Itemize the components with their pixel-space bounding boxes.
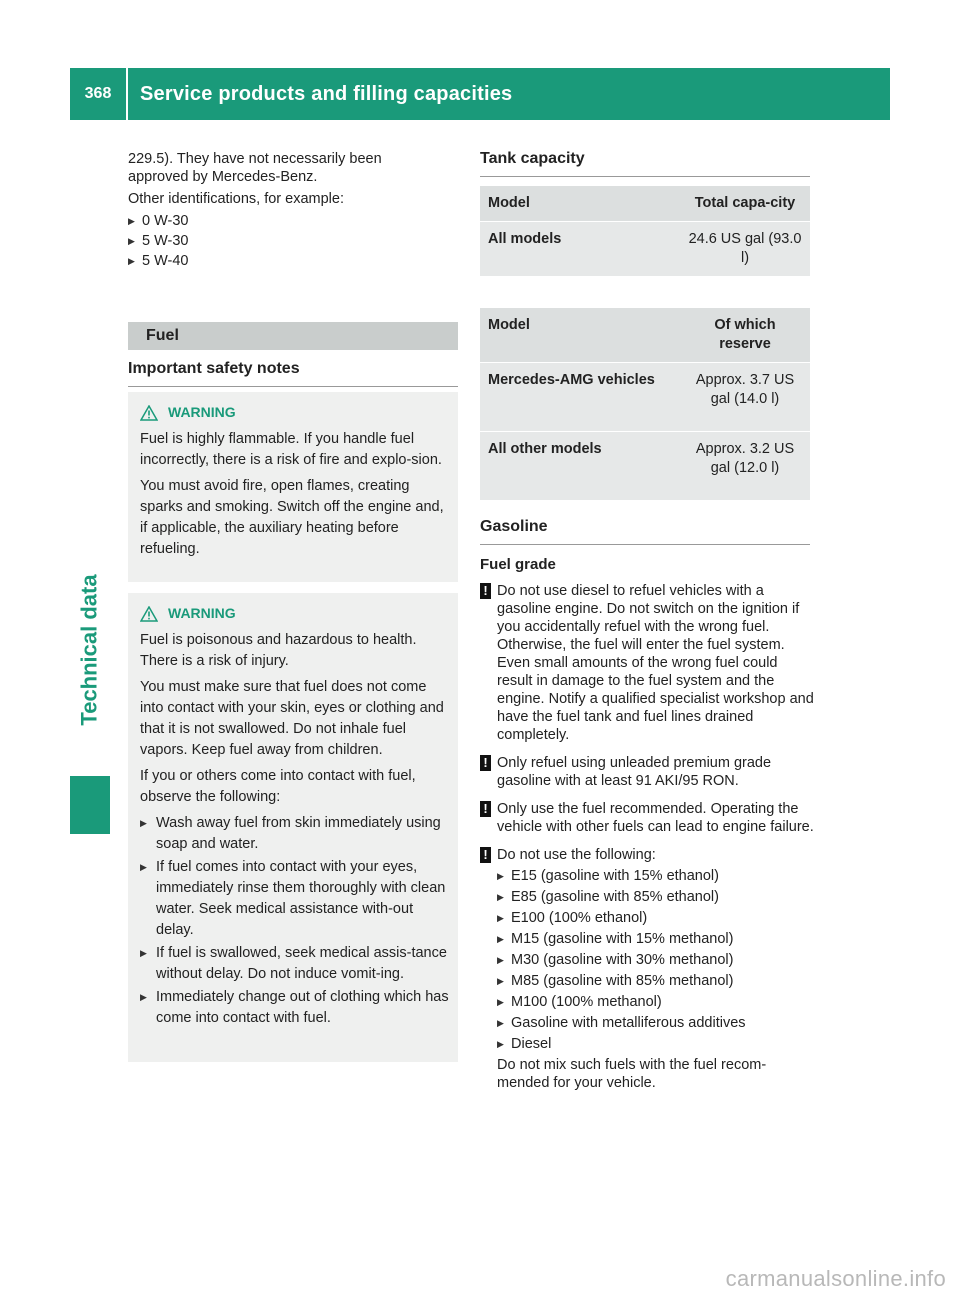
table-cell: Mercedes-AMG vehicles xyxy=(480,362,680,431)
note-item xyxy=(480,846,814,1092)
warning-text: Fuel is poisonous and hazardous to health. There is a risk of injury. xyxy=(140,632,417,669)
fuel-grade-heading: Fuel grade xyxy=(480,556,556,573)
table-header-row xyxy=(480,308,810,362)
safety-notes-heading: Important safety notes xyxy=(128,360,458,387)
warning-title: WARNING xyxy=(140,603,452,624)
list-item: ▶ 5 W-30 xyxy=(128,232,458,250)
note-item: ! Only refuel using unleaded premium grade gasoline with at least 91 AKI/95 RON. xyxy=(480,754,814,790)
exclamation-icon: ! xyxy=(480,847,491,863)
fuel-grade-notes xyxy=(480,582,814,1102)
warning-triangle-icon xyxy=(140,405,158,421)
list-item: ▶ 0 W-30 xyxy=(128,212,458,230)
table-header-cell: Model xyxy=(480,308,680,362)
list-item: ▶ Immediately change out of clothing which has come into contact with fuel. xyxy=(140,987,452,1029)
list-item: ▶ M30 (gasoline with 30% methanol) xyxy=(497,951,814,969)
table-row xyxy=(480,431,810,500)
reserve-capacity-table xyxy=(480,308,810,500)
table-cell: Approx. 3.7 US gal (14.0 l) xyxy=(680,362,810,431)
warning-text: Fuel is highly flammable. If you handle fuel incorrectly, there is a risk of fire and explo-sion. xyxy=(140,431,442,468)
page-header xyxy=(70,68,890,120)
exclamation-icon: ! xyxy=(480,801,491,817)
table-cell: All other models xyxy=(480,431,680,500)
list-item: ▶ M15 (gasoline with 15% methanol) xyxy=(497,930,814,948)
intro-text xyxy=(128,150,458,272)
warning-box-poisonous xyxy=(128,593,458,1062)
note-intro: Do not use the following: xyxy=(497,847,656,863)
table-cell: All models xyxy=(480,221,680,276)
exclamation-icon: ! xyxy=(480,755,491,771)
note-item: ! Only use the fuel recommended. Operating the vehicle with other fuels can lead to engine failure. xyxy=(480,800,814,836)
table-row xyxy=(480,221,810,276)
sidebar-chapter-marker xyxy=(70,776,110,834)
list-item: ▶ Wash away fuel from skin immediately using soap and water. xyxy=(140,813,452,855)
note-outro: Do not mix such fuels with the fuel recom-mended for your vehicle. xyxy=(497,1057,767,1091)
list-item: ▶ E85 (gasoline with 85% ethanol) xyxy=(497,888,814,906)
list-item: ▶ M85 (gasoline with 85% methanol) xyxy=(497,972,814,990)
list-item: ▶ E100 (100% ethanol) xyxy=(497,909,814,927)
gasoline-heading: Gasoline xyxy=(480,518,810,545)
warning-text: If you or others come into contact with fuel, observe the following: xyxy=(140,768,416,805)
list-item: ▶ If fuel is swallowed, seek medical assis-tance without delay. Do not induce vomit-ing. xyxy=(140,943,452,985)
sidebar-chapter-label: Technical data xyxy=(77,574,103,726)
page-number: 368 xyxy=(84,85,112,102)
fuel-section-heading: Fuel xyxy=(128,322,458,350)
warning-text: You must avoid fire, open flames, creating sparks and smoking. Switch off the engine and, if applicable, the auxiliary heating before refueling. xyxy=(140,478,444,557)
table-header-cell: Model xyxy=(480,186,680,221)
warning-triangle-icon xyxy=(140,606,158,622)
tank-capacity-heading: Tank capacity xyxy=(480,150,810,177)
warning-text: You must make sure that fuel does not come into contact with your skin, eyes or clothing and that it is not swallowed. Do not inhale fuel vapors. Keep fuel away from children. xyxy=(140,679,444,758)
header-divider xyxy=(126,68,128,120)
table-header-row xyxy=(480,186,810,221)
other-ids-label: Other identifications, for example: xyxy=(128,191,344,207)
exclamation-icon: ! xyxy=(480,583,491,599)
section-title: Service products and filling capacities xyxy=(140,83,513,105)
intro-paragraph: 229.5). They have not necessarily been approved by Mercedes-Benz. xyxy=(128,151,382,185)
note-item: ! Do not use diesel to refuel vehicles with a gasoline engine. Do not switch on the ignition if you accidentally refuel with the wrong fuel. Otherwise, the fuel will enter the fuel system. Even small amounts of the wrong fuel could result in damage to the fuel system and the engine. Notify a qualified specialist workshop and have the fuel tank and fuel lines drained completely. xyxy=(480,582,814,744)
table-header-cell: Of which reserve xyxy=(680,308,810,362)
tank-capacity-table xyxy=(480,186,810,276)
list-item: ▶ Gasoline with metalliferous additives xyxy=(497,1014,814,1032)
table-row xyxy=(480,362,810,431)
warning-title: WARNING xyxy=(140,402,452,423)
watermark: carmanualsonline.info xyxy=(725,1266,946,1291)
table-cell: 24.6 US gal (93.0 l) xyxy=(680,221,810,276)
list-item: ▶ M100 (100% methanol) xyxy=(497,993,814,1011)
table-header-cell: Total capa-city xyxy=(680,186,810,221)
list-item: ▶ If fuel comes into contact with your eyes, immediately rinse them thoroughly with clean water. Seek medical assistance with-out delay. xyxy=(140,857,452,941)
table-cell: Approx. 3.2 US gal (12.0 l) xyxy=(680,431,810,500)
list-item: ▶ Diesel xyxy=(497,1035,814,1053)
list-item: ▶ 5 W-40 xyxy=(128,252,458,270)
list-item: ▶ E15 (gasoline with 15% ethanol) xyxy=(497,867,814,885)
warning-box-flammable xyxy=(128,392,458,582)
